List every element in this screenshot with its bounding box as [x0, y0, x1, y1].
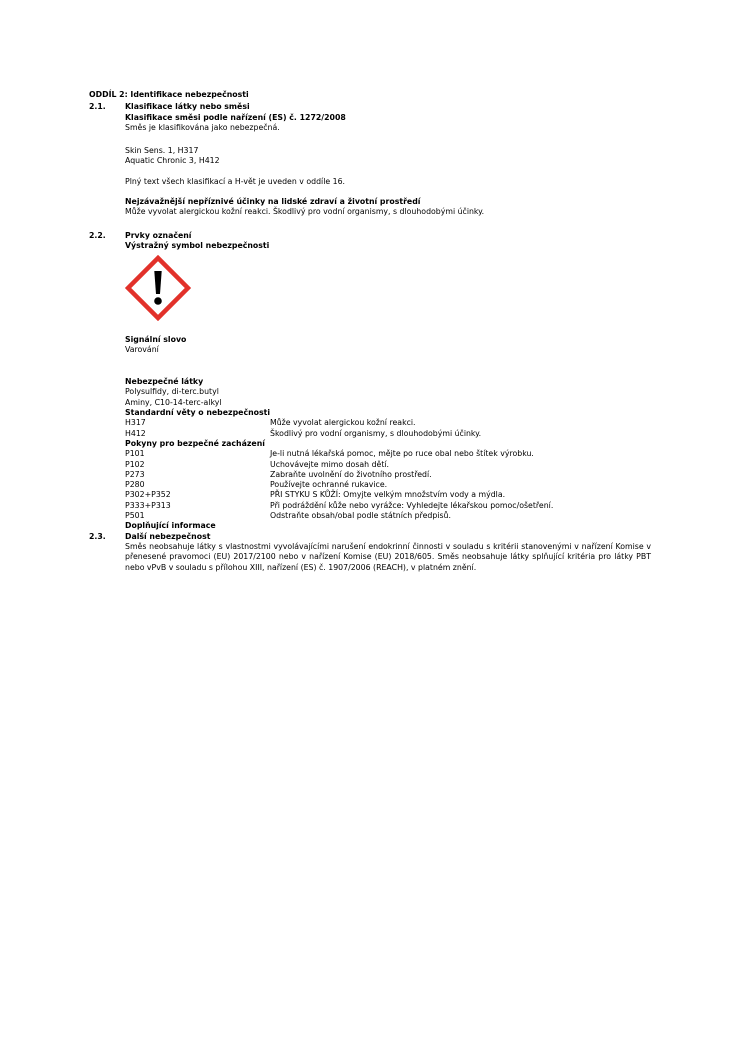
statement-text: Škodlivý pro vodní organismy, s dlouhodobými účinky. [270, 428, 482, 438]
precautionary-statement-row [125, 470, 651, 480]
statement-code: P302+P352 [125, 490, 171, 500]
statement-code: H317 [125, 418, 146, 428]
precautionary-statement-row [125, 460, 651, 470]
classification-item: Aquatic Chronic 3, H412 [125, 156, 220, 166]
hazard-statement-row [125, 418, 651, 428]
statement-text: Uchovávejte mimo dosah dětí. [270, 459, 390, 469]
classification-statement: Směs je klasifikována jako nebezpečná. [125, 122, 280, 132]
effects-text: Může vyvolat alergickou kožní reakci. Škodlivý pro vodní organismy, s dlouhodobými účinky. [125, 207, 485, 217]
statement-text: Při podráždění kůže nebo vyrážce: Vyhledejte lékařskou pomoc/ošetření. [270, 500, 554, 510]
section-title: ODDÍL 2: Identifikace nebezpečnosti [89, 90, 249, 99]
pictogram-title: Výstražný symbol nebezpečnosti [125, 240, 270, 250]
subsection-number: 2.2. [89, 230, 106, 240]
statement-code: P333+P313 [125, 500, 171, 510]
subsection-number: 2.1. [89, 102, 106, 112]
statement-code: P101 [125, 449, 145, 459]
hazardous-substance: Polysulfidy, di-terc.butyl [125, 387, 219, 397]
subsection-title: Klasifikace látky nebo směsi [125, 102, 250, 112]
statement-text: Zabraňte uvolnění do životního prostředí. [270, 469, 432, 479]
sds-section-2 [89, 90, 651, 573]
subsection-number: 2.3. [89, 531, 106, 541]
precautionary-statement-row [125, 501, 651, 511]
statement-code: P501 [125, 511, 145, 521]
hazard-statements-title: Standardní věty o nebezpečnosti [125, 408, 271, 418]
signal-word-title: Signální slovo [125, 334, 187, 344]
statement-code: P280 [125, 480, 145, 490]
statement-text: Odstraňte obsah/obal podle státních předpisů. [270, 511, 451, 521]
hazard-statement-row [125, 429, 651, 439]
hazardous-substance: Aminy, C10-14-terc-alkyl [125, 397, 222, 407]
other-hazards-text: Směs neobsahuje látky s vlastnostmi vyvolávajícími narušení endokrinní činnosti v souladu s kritérii stanovenými v nařízení Komise v přenesené pravomoci (EU) 2017/2100 nebo v nařízení Komise (EU) 2018/605. Směs neobsahuje látky splňující kritéria pro látky PBT nebo vPvB v souladu s přílohou XIII, nařízení (ES) č. 1907/2006 (REACH), v platném znění. [125, 541, 651, 572]
precautionary-statement-row [125, 490, 651, 500]
subsection-2-3 [89, 532, 651, 573]
statement-text: Používejte ochranné rukavice. [270, 480, 388, 490]
subsection-2-2 [89, 231, 651, 532]
subsection-title: Další nebezpečnost [125, 531, 211, 541]
hazardous-substances-title: Nebezpečné látky [125, 377, 204, 387]
subsection-2-1 [89, 102, 651, 217]
exclamation-mark-ghs07-icon [125, 255, 191, 321]
statement-code: H412 [125, 428, 146, 438]
classification-regulation-title: Klasifikace směsi podle nařízení (ES) č. 1272/2008 [125, 112, 346, 122]
precautionary-statements-title: Pokyny pro bezpečné zacházení [125, 438, 265, 448]
supplementary-info-title: Doplňující informace [125, 521, 216, 531]
precautionary-statement-row [125, 480, 651, 490]
classification-item: Skin Sens. 1, H317 [125, 146, 199, 156]
precautionary-statement-row [125, 511, 651, 521]
statement-text: PŘI STYKU S KŮŽÍ: Omyjte velkým množstvím vody a mýdla. [270, 490, 506, 500]
subsection-title: Prvky označení [125, 230, 192, 240]
effects-title: Nejzávažnější nepříznivé účinky na lidské zdraví a životní prostředí [125, 197, 421, 207]
statement-text: Může vyvolat alergickou kožní reakci. [270, 418, 416, 428]
statement-text: Je-li nutná lékařská pomoc, mějte po ruce obal nebo štítek výrobku. [270, 449, 534, 459]
fulltext-note: Plný text všech klasifikací a H-vět je uveden v oddíle 16. [125, 176, 346, 186]
statement-code: P102 [125, 459, 145, 469]
precautionary-statement-row [125, 449, 651, 459]
statement-code: P273 [125, 469, 145, 479]
signal-word: Varování [125, 344, 159, 354]
